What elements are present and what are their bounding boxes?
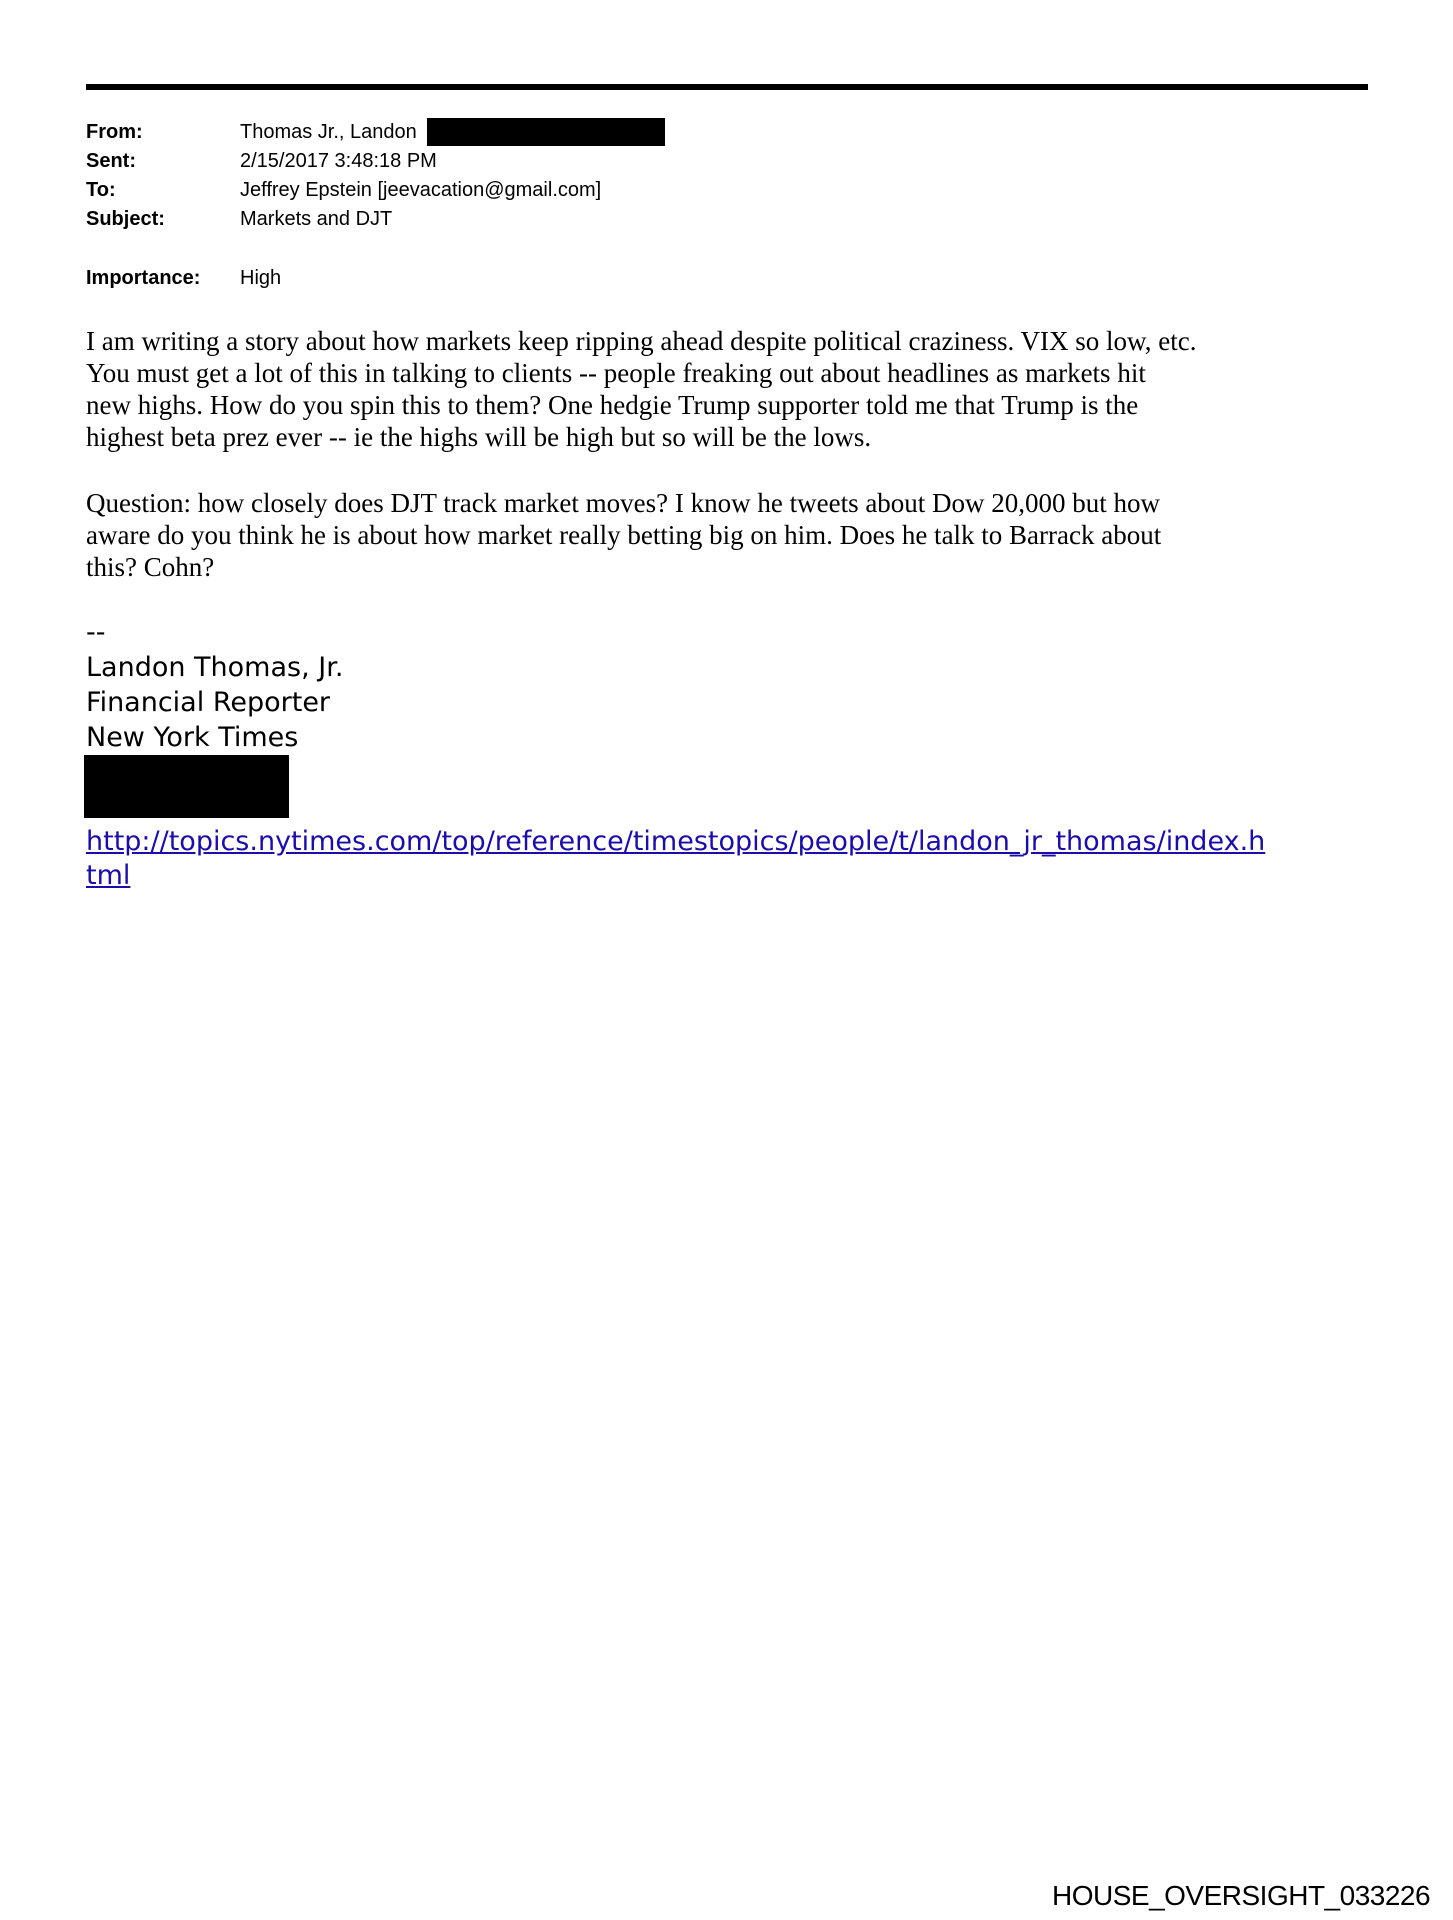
signature-org: New York Times [86, 722, 299, 753]
body-line: Question: how closely does DJT track market moves? I know he tweets about Dow 20,000 but how [86, 488, 1161, 518]
sent-label: Sent: [86, 150, 136, 172]
profile-link-line-2[interactable]: tml [86, 860, 131, 891]
from-value: Thomas Jr., Landon [240, 121, 417, 143]
bates-number: HOUSE_OVERSIGHT_033226 [1052, 1880, 1431, 1911]
sent-value: 2/15/2017 3:48:18 PM [240, 150, 437, 172]
signature-title: Financial Reporter [86, 687, 331, 718]
body-paragraph-1 [86, 325, 1196, 453]
body-line: aware do you think he is about how market really betting big on him. Does he talk to Barrack about [86, 520, 1162, 550]
header-rule [86, 84, 1368, 90]
body-line: highest beta prez ever -- ie the highs will be high but so will be the lows. [86, 422, 872, 452]
subject-label: Subject: [86, 208, 165, 230]
body-line: this? Cohn? [86, 552, 215, 582]
to-value: Jeffrey Epstein [jeevacation@gmail.com] [240, 179, 602, 201]
body-line: I am writing a story about how markets keep ripping ahead despite political craziness. VIX so low, etc. [86, 326, 1197, 356]
signature-separator: -- [86, 617, 106, 648]
redaction-box [427, 118, 665, 146]
signature-name: Landon Thomas, Jr. [86, 652, 344, 683]
to-label: To: [86, 179, 116, 201]
body-line: You must get a lot of this in talking to clients -- people freaking out about headlines as markets hit [86, 358, 1146, 388]
subject-value: Markets and DJT [240, 208, 393, 230]
signature-redaction-box [84, 755, 289, 818]
profile-link-line-1[interactable]: http://topics.nytimes.com/top/reference/timestopics/people/t/landon_jr_thomas/index.h [86, 826, 1266, 857]
importance-label: Importance: [86, 267, 201, 289]
importance-value: High [240, 267, 282, 289]
from-label: From: [86, 121, 143, 143]
body-line: new highs. How do you spin this to them? One hedgie Trump supporter told me that Trump is the [86, 390, 1139, 420]
body-paragraph-2 [86, 487, 1161, 583]
profile-link[interactable] [86, 825, 1265, 893]
signature [86, 615, 343, 755]
